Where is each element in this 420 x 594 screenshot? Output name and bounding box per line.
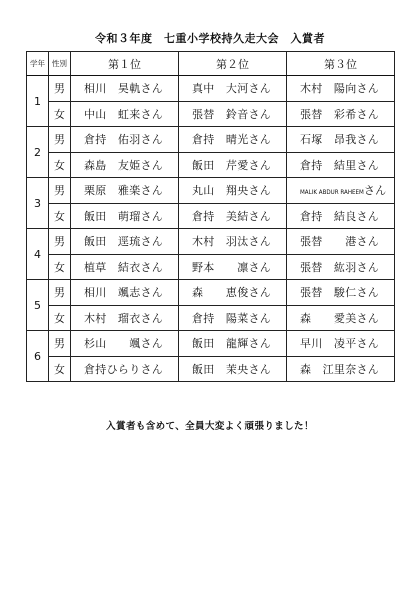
header-sex: 性別 — [49, 52, 71, 76]
second-place-name: 飯田 龍輝さん — [179, 331, 287, 357]
third-place-name: 張替 紘羽さん — [287, 254, 395, 280]
table-row — [27, 356, 395, 382]
third-place-name: 森 江里奈さん — [287, 356, 395, 382]
third-place-name: 石塚 昂我さん — [287, 127, 395, 153]
second-place-name: 倉持 美結さん — [179, 203, 287, 229]
grade-cell: 5 — [27, 280, 49, 331]
first-place-name: 森島 友姫さん — [71, 152, 179, 178]
third-place-name: 張替 駿仁さん — [287, 280, 395, 306]
results-table — [26, 51, 395, 382]
table-row — [27, 254, 395, 280]
table-row — [27, 305, 395, 331]
first-place-name: 倉持ひらりさん — [71, 356, 179, 382]
first-place-name: 杉山 颯さん — [71, 331, 179, 357]
second-place-name: 木村 羽汰さん — [179, 229, 287, 255]
second-place-name: 丸山 翔央さん — [179, 178, 287, 204]
first-place-name: 相川 昊軌さん — [71, 76, 179, 102]
table-row — [27, 331, 395, 357]
first-place-name: 倉持 佑羽さん — [71, 127, 179, 153]
third-place-name-suffix: さん — [363, 184, 387, 198]
grade-cell: 4 — [27, 229, 49, 280]
second-place-name: 森 恵俊さん — [179, 280, 287, 306]
second-place-name: 張替 鈴音さん — [179, 101, 287, 127]
third-place-name: 早川 凌平さん — [287, 331, 395, 357]
third-place-name: 張替 彩希さん — [287, 101, 395, 127]
second-place-name: 飯田 芹愛さん — [179, 152, 287, 178]
table-row — [27, 178, 395, 204]
sex-cell: 男 — [49, 76, 71, 102]
sex-cell: 男 — [49, 331, 71, 357]
table-row — [27, 127, 395, 153]
sex-cell: 女 — [49, 203, 71, 229]
third-place-name: 木村 陽向さん — [287, 76, 395, 102]
sex-cell: 女 — [49, 152, 71, 178]
first-place-name: 飯田 萌瑠さん — [71, 203, 179, 229]
header-second-place: 第２位 — [179, 52, 287, 76]
third-place-name: 倉持 結里さん — [287, 152, 395, 178]
grade-cell: 6 — [27, 331, 49, 382]
first-place-name: 木村 瑠衣さん — [71, 305, 179, 331]
table-row — [27, 76, 395, 102]
second-place-name: 飯田 茉央さん — [179, 356, 287, 382]
sex-cell: 男 — [49, 280, 71, 306]
sex-cell: 女 — [49, 101, 71, 127]
third-place-name-latin: MALIK ABDUR RAHEEM — [300, 189, 364, 197]
sex-cell: 女 — [49, 305, 71, 331]
sex-cell: 男 — [49, 229, 71, 255]
closing-note: 入賞者も含めて、全員大変よく頑張りました！ — [106, 421, 314, 432]
grade-cell: 1 — [27, 76, 49, 127]
sex-cell: 男 — [49, 127, 71, 153]
sex-cell: 男 — [49, 178, 71, 204]
header-grade: 学年 — [27, 52, 49, 76]
second-place-name: 真中 大河さん — [179, 76, 287, 102]
table-row — [27, 203, 395, 229]
table-row — [27, 152, 395, 178]
second-place-name: 倉持 晴光さん — [179, 127, 287, 153]
first-place-name: 飯田 逕琉さん — [71, 229, 179, 255]
table-row — [27, 229, 395, 255]
third-place-name: 倉持 結良さん — [287, 203, 395, 229]
first-place-name: 栗原 雅楽さん — [71, 178, 179, 204]
first-place-name: 植草 結衣さん — [71, 254, 179, 280]
sex-cell: 女 — [49, 356, 71, 382]
sex-cell: 女 — [49, 254, 71, 280]
grade-cell: 2 — [27, 127, 49, 178]
second-place-name: 野本 凛さん — [179, 254, 287, 280]
header-row — [27, 52, 395, 76]
second-place-name: 倉持 陽菜さん — [179, 305, 287, 331]
first-place-name: 中山 虹来さん — [71, 101, 179, 127]
header-third-place: 第３位 — [287, 52, 395, 76]
first-place-name: 相川 颯志さん — [71, 280, 179, 306]
third-place-name: 森 愛美さん — [287, 305, 395, 331]
header-first-place: 第１位 — [71, 52, 179, 76]
table-row — [27, 280, 395, 306]
third-place-name — [287, 178, 395, 204]
page-title: 令和３年度 七重小学校持久走大会 入賞者 — [95, 32, 325, 45]
third-place-name: 張替 港さん — [287, 229, 395, 255]
grade-cell: 3 — [27, 178, 49, 229]
table-row — [27, 101, 395, 127]
